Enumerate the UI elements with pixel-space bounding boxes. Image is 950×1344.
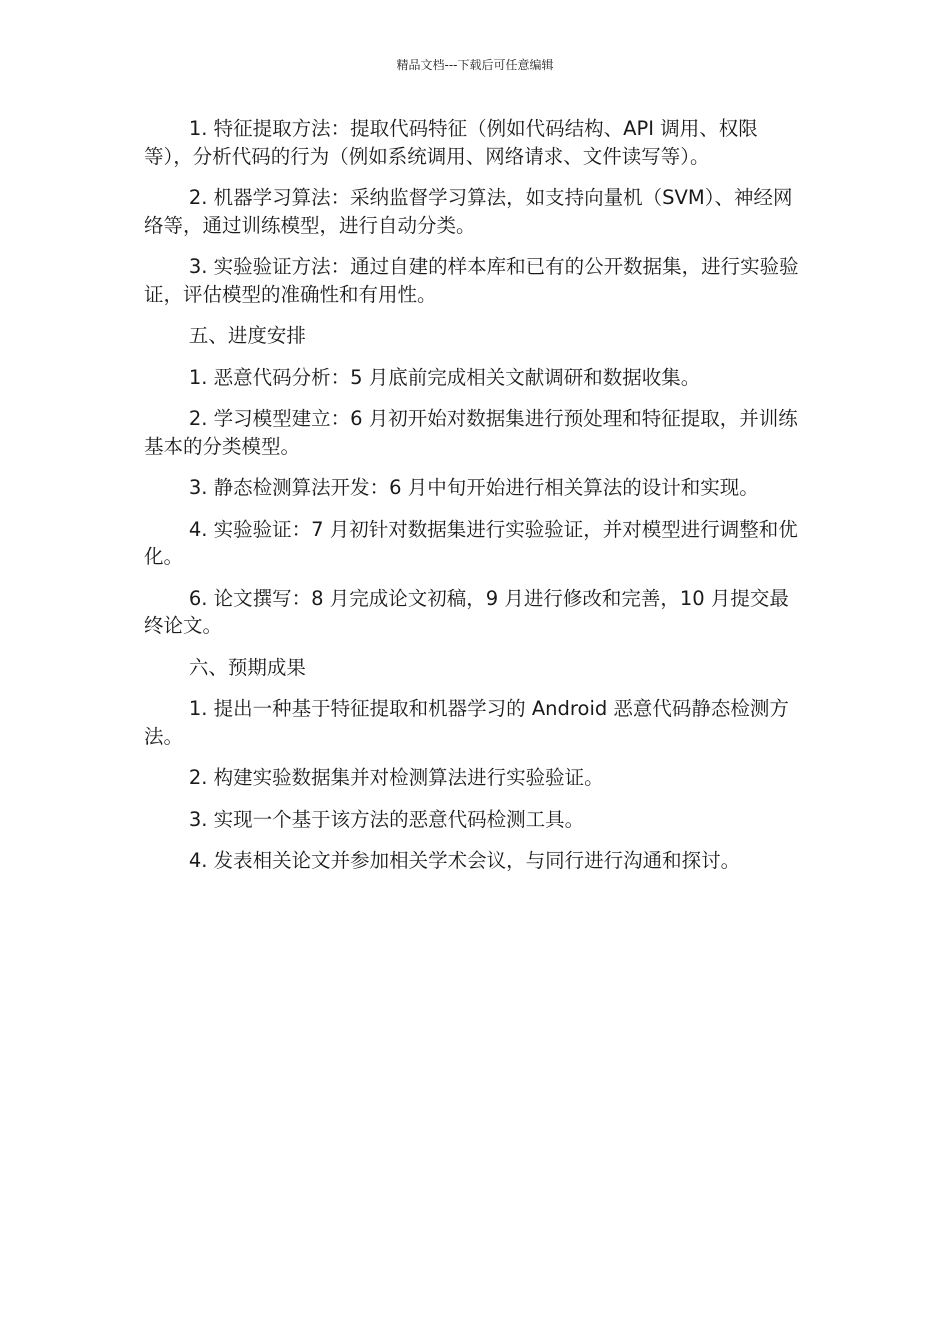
section-heading-outcomes: 六、预期成果 [188, 655, 306, 679]
section-heading-schedule: 五、进度安排 [188, 324, 306, 347]
paragraph-schedule-analysis: 1. 恶意代码分析：5 月底前完成相关文献调研和数据收集。 [188, 365, 701, 389]
paragraph-schedule-thesis: 6. 论文撰写：8 月完成论文初稿，9 月进行修改和完善，10 月提交最终论文。 [144, 586, 789, 637]
paragraph-schedule-validation: 4. 实验验证：7 月初针对数据集进行实验验证，并对模型进行调整和优化。 [144, 517, 798, 568]
paragraph-schedule-algorithm: 3. 静态检测算法开发：6 月中旬开始进行相关算法的设计和实现。 [188, 476, 759, 499]
document-body [144, 115, 806, 889]
paragraph-outcome-publication: 4. 发表相关论文并参加相关学术会议，与同行进行沟通和探讨。 [188, 849, 741, 872]
paragraph-outcome-dataset: 2. 构建实验数据集并对检测算法进行实验验证。 [188, 766, 604, 789]
paragraph-outcome-method: 1. 提出一种基于特征提取和机器学习的 Android 恶意代码静态检测方法。 [144, 697, 789, 748]
paragraph-method-feature-extraction: 1. 特征提取方法：提取代码特征（例如代码结构、API 调用、权限等），分析代码的行为（例如系统调用、网络请求、文件读写等）。 [144, 117, 758, 168]
paragraph-method-experiment: 3. 实验验证方法：通过自建的样本库和已有的公开数据集，进行实验验证，评估模型的准确性和有用性。 [144, 255, 799, 306]
paragraph-method-machine-learning: 2. 机器学习算法：采纳监督学习算法，如支持向量机（SVM）、神经网络等，通过训练模型，进行自动分类。 [144, 186, 793, 237]
page-header: 精品文档---下载后可任意编辑 [396, 58, 554, 72]
paragraph-outcome-tool: 3. 实现一个基于该方法的恶意代码检测工具。 [188, 807, 585, 831]
paragraph-schedule-model: 2. 学习模型建立：6 月初开始对数据集进行预处理和特征提取，并训练基本的分类模型。 [144, 407, 798, 458]
